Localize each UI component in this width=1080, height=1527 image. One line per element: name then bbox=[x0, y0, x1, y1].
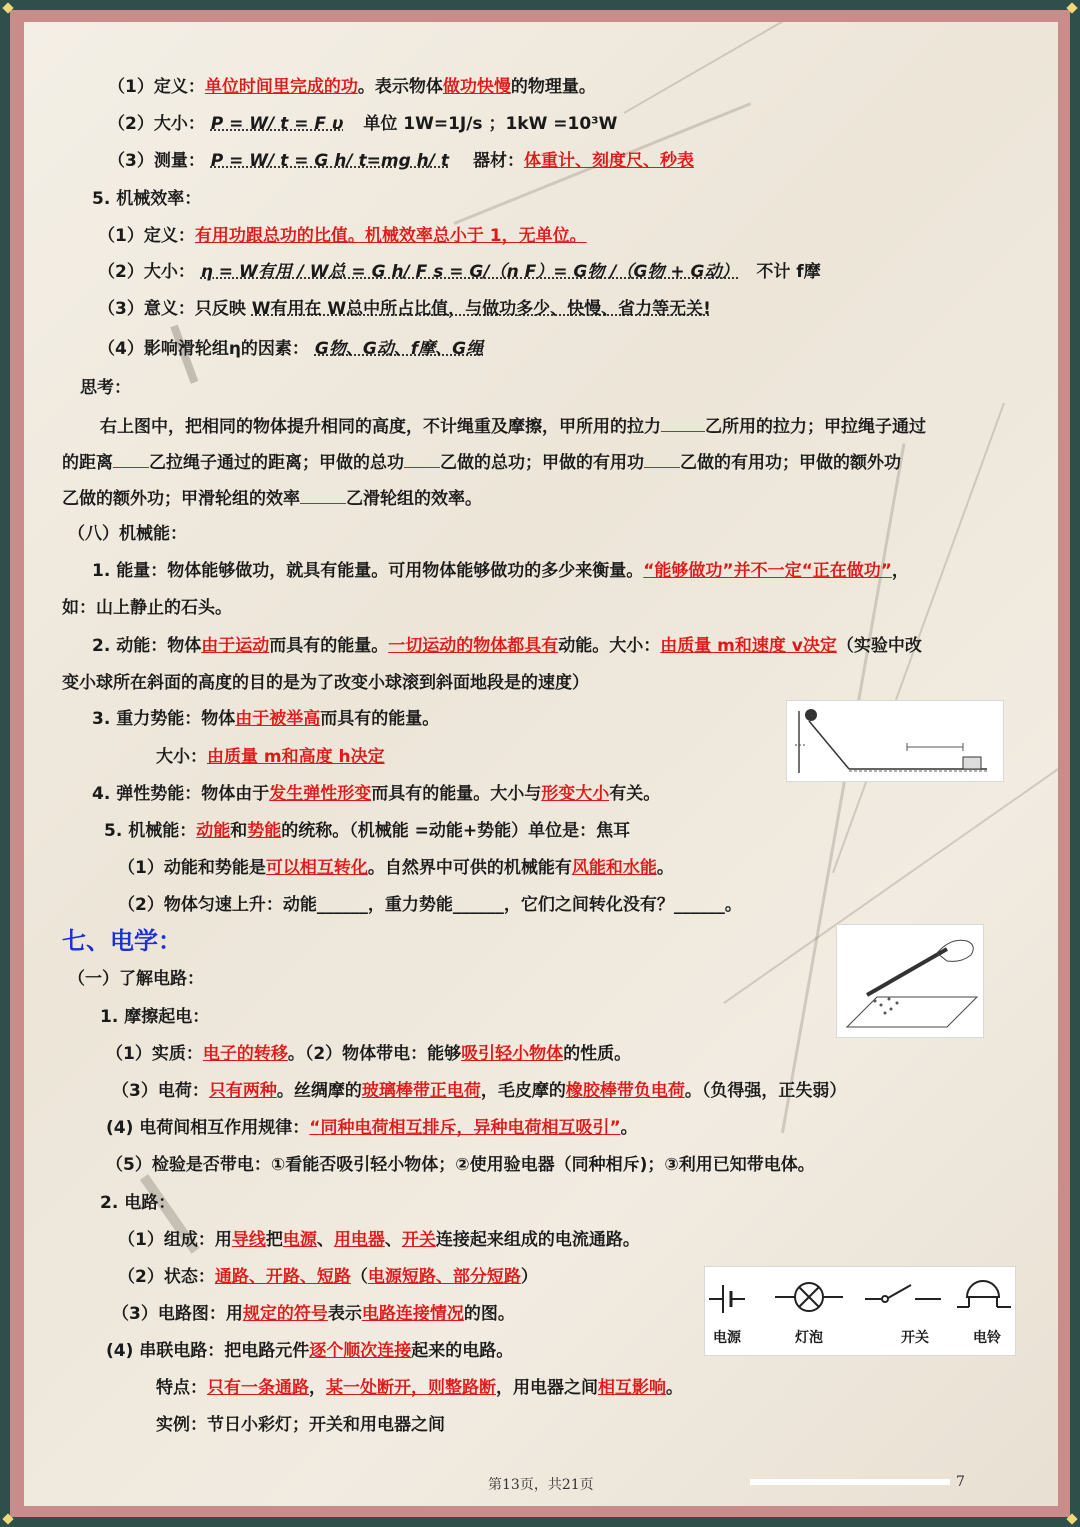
mech-title: （八）机械能： bbox=[68, 524, 187, 544]
power-definition bbox=[108, 74, 596, 100]
text: 动能。大小： bbox=[558, 636, 661, 656]
friction-figure bbox=[836, 924, 984, 1038]
mech-kinetic-note: 变小球所在斜面的高度的目的是为了改变小球滚到斜面地段是的速度） bbox=[62, 673, 589, 693]
key-term: 规定的符号 bbox=[242, 1304, 328, 1324]
text: 2. 动能：物体 bbox=[92, 636, 202, 656]
key-term: 只有一条通路 bbox=[207, 1378, 309, 1398]
text: ） bbox=[520, 1267, 538, 1287]
mech-conversion bbox=[118, 855, 674, 881]
text: （实验中改 bbox=[836, 636, 922, 656]
text: 乙所用的拉力；甲拉绳子通过 bbox=[705, 417, 926, 437]
mech-kinetic bbox=[92, 633, 922, 659]
text: 1. 能量：物体能够做功，就具有能量。可用物体能够做功的多少来衡量。 bbox=[92, 561, 644, 581]
symbol-label: 灯泡 bbox=[795, 1330, 823, 1346]
symbol-label: 开关 bbox=[901, 1330, 929, 1346]
elec-friction-title: 1. 摩擦起电： bbox=[100, 1007, 210, 1027]
power-formula bbox=[108, 111, 617, 137]
text: 。 bbox=[656, 858, 674, 878]
mech-elastic bbox=[92, 781, 660, 807]
think-paragraph bbox=[62, 485, 482, 512]
circuit-symbols-drawing bbox=[705, 1267, 1015, 1327]
key-term: 通路、开路、短路 bbox=[214, 1267, 351, 1287]
key-term: 电源 bbox=[282, 1230, 317, 1250]
elec-charges bbox=[112, 1078, 846, 1104]
text: 的图。 bbox=[463, 1304, 515, 1324]
key-term: 用电器 bbox=[333, 1230, 385, 1250]
key-term: 橡胶棒带负电荷 bbox=[565, 1081, 685, 1101]
text: 乙做的总功；甲做的有用功 bbox=[440, 453, 644, 473]
text: ， bbox=[309, 1378, 326, 1398]
text: (4) 电荷间相互作用规律： bbox=[106, 1118, 310, 1138]
symbol-label: 电源 bbox=[713, 1330, 741, 1346]
key-term: 可以相互转化 bbox=[265, 858, 368, 878]
section-heading: 七、电学： bbox=[62, 927, 182, 955]
key-term: “能够做功”并不一定“正在做功” bbox=[643, 561, 892, 581]
text: 不计 f摩 bbox=[756, 262, 821, 282]
text: 表示 bbox=[327, 1304, 362, 1324]
text: （1）定义： bbox=[108, 77, 205, 97]
text: (4) 串联电路：把电路元件 bbox=[106, 1341, 310, 1361]
text: 大小： bbox=[156, 747, 207, 767]
elec-circuit-parts bbox=[118, 1227, 640, 1253]
text: 的性质。 bbox=[563, 1044, 632, 1064]
text: 3. 重力势能：物体 bbox=[92, 709, 236, 729]
key-term: 动能 bbox=[196, 821, 231, 841]
key-term: 相互影响 bbox=[598, 1378, 666, 1398]
incline-figure bbox=[786, 700, 1004, 782]
incline-drawing bbox=[787, 701, 1003, 781]
key-term: 电源短路、部分短路 bbox=[367, 1267, 521, 1287]
key-term: 势能 bbox=[247, 821, 282, 841]
text: （3）电荷： bbox=[112, 1081, 209, 1101]
formula: P = W/ t = F υ bbox=[210, 114, 344, 134]
think-title: 思考： bbox=[80, 378, 131, 398]
text: 。表示物体 bbox=[357, 77, 443, 97]
key-term: 发生弹性形变 bbox=[269, 784, 372, 804]
text: （4）影响滑轮组η的因素： bbox=[98, 339, 309, 359]
text: （2）大小： bbox=[108, 114, 205, 134]
text: 起来的电路。 bbox=[411, 1341, 514, 1361]
formula: P = W/ t = G h/ t=mg h/ t bbox=[210, 151, 450, 171]
elec-interaction bbox=[106, 1115, 638, 1141]
key-term: 体重计、刻度尺、秒表 bbox=[523, 151, 694, 171]
text: 有关。 bbox=[609, 784, 661, 804]
key-term: 某一处断开，则整路断 bbox=[326, 1378, 496, 1398]
key-term: 由于被举高 bbox=[235, 709, 321, 729]
efficiency-title: 5. 机械效率： bbox=[92, 189, 202, 209]
text: 的统称。（机械能 =动能+势能）单位是：焦耳 bbox=[281, 821, 631, 841]
text: 和 bbox=[230, 821, 248, 841]
elec-circuit-diagram bbox=[112, 1301, 515, 1327]
elec-friction-essence bbox=[106, 1041, 631, 1067]
text: （3）测量： bbox=[108, 151, 205, 171]
text: 。自然界中可供的机械能有 bbox=[367, 858, 572, 878]
text: （ bbox=[350, 1267, 368, 1287]
answer-blank[interactable] bbox=[404, 449, 440, 468]
text: （1）定义： bbox=[98, 226, 195, 246]
text: 5. 机械能： bbox=[104, 821, 197, 841]
key-term: 电子的转移 bbox=[202, 1044, 288, 1064]
key-term: 形变大小 bbox=[541, 784, 610, 804]
think-paragraph bbox=[62, 449, 901, 476]
efficiency-factors bbox=[98, 336, 483, 362]
text: 而具有的能量。大小与 bbox=[371, 784, 542, 804]
key-term: 一切运动的物体都具有 bbox=[388, 636, 559, 656]
elec-series bbox=[106, 1338, 513, 1364]
text: 。（负得强，正失弱） bbox=[684, 1081, 847, 1101]
friction-drawing bbox=[837, 925, 983, 1037]
mech-question: （2）物体匀速上升：动能______，重力势能______，它们之间转化没有？______。 bbox=[118, 895, 742, 915]
text: 。（2）物体带电：能够 bbox=[287, 1044, 462, 1064]
think-paragraph bbox=[100, 413, 926, 440]
key-term: 由于运动 bbox=[201, 636, 270, 656]
elec-test: （5）检验是否带电：①看能否吸引轻小物体；②使用验电器（同种相斥)；③利用已知带电体。 bbox=[106, 1155, 815, 1175]
unit-text: 单位 1W=1J/s ；1kW =10³W bbox=[363, 114, 618, 134]
key-term: 单位时间里完成的功 bbox=[204, 77, 358, 97]
elec-series-feature bbox=[156, 1375, 683, 1401]
answer-blank[interactable] bbox=[113, 449, 149, 468]
answer-blank[interactable] bbox=[661, 413, 705, 432]
text: ， bbox=[891, 561, 909, 581]
text: 右上图中，把相同的物体提升相同的高度，不计绳重及摩擦，甲所用的拉力 bbox=[100, 417, 661, 437]
efficiency-meaning bbox=[98, 296, 711, 322]
circuit-symbols-figure bbox=[704, 1266, 1016, 1356]
text: 。 bbox=[620, 1118, 638, 1138]
key-term: 由质量 m和速度 v决定 bbox=[660, 636, 837, 656]
text: 的距离 bbox=[62, 453, 113, 473]
mech-total bbox=[104, 818, 630, 844]
text: 而具有的能量。 bbox=[320, 709, 440, 729]
text: 乙做的额外功；甲滑轮组的效率 bbox=[62, 489, 300, 509]
text: 特点： bbox=[156, 1378, 207, 1398]
text: 乙做的有用功；甲做的额外功 bbox=[680, 453, 901, 473]
text: （3）电路图：用 bbox=[112, 1304, 243, 1324]
ink-stroke bbox=[624, 22, 989, 114]
formula: G物、G动、f摩、G绳 bbox=[314, 339, 484, 359]
key-term: 由质量 m和高度 h决定 bbox=[207, 747, 385, 767]
text: 的物理量。 bbox=[510, 77, 596, 97]
text: 连接起来组成的电流通路。 bbox=[435, 1230, 640, 1250]
text: （1）动能和势能是 bbox=[118, 858, 266, 878]
formula: W有用在 W总中所占比值，与做功多少、快慢、省力等无关! bbox=[251, 299, 711, 319]
text: 把 bbox=[265, 1230, 283, 1250]
key-term: 只有两种 bbox=[208, 1081, 277, 1101]
power-measure bbox=[108, 148, 694, 174]
elec-sub: （一）了解电路： bbox=[68, 969, 204, 989]
text: 、 bbox=[384, 1230, 402, 1250]
answer-blank[interactable] bbox=[300, 485, 346, 504]
text: 而具有的能量。 bbox=[269, 636, 389, 656]
symbol-label: 电铃 bbox=[973, 1330, 1001, 1346]
key-term: 做功快慢 bbox=[442, 77, 511, 97]
key-term: 开关 bbox=[401, 1230, 436, 1250]
mech-gravity bbox=[92, 706, 439, 732]
mech-energy bbox=[92, 558, 909, 584]
text: 乙拉绳子通过的距离；甲做的总功 bbox=[149, 453, 404, 473]
key-term: 逐个顺次连接 bbox=[309, 1341, 412, 1361]
page-counter: 第13页，共21页 bbox=[488, 1477, 594, 1493]
mech-energy-example: 如：山上静止的石头。 bbox=[62, 598, 232, 618]
key-term: 有用功跟总功的比值。机械效率总小于 1，无单位。 bbox=[194, 226, 587, 246]
efficiency-formula bbox=[98, 259, 821, 285]
elec-series-example: 实例：节日小彩灯；开关和用电器之间 bbox=[156, 1415, 445, 1435]
text: （1）实质： bbox=[106, 1044, 203, 1064]
text: 乙滑轮组的效率。 bbox=[346, 489, 482, 509]
text: 4. 弹性势能：物体由于 bbox=[92, 784, 270, 804]
key-term: 导线 bbox=[231, 1230, 266, 1250]
page-number: 7 bbox=[956, 1474, 965, 1490]
text: （3）意义：只反映 bbox=[98, 299, 252, 319]
text: （1）组成：用 bbox=[118, 1230, 232, 1250]
text: （2）状态： bbox=[118, 1267, 215, 1287]
footer-bar bbox=[750, 1479, 950, 1485]
answer-blank[interactable] bbox=[644, 449, 680, 468]
key-term: “同种电荷相互排斥，异种电荷相互吸引” bbox=[309, 1118, 621, 1138]
text: （2）大小： bbox=[98, 262, 195, 282]
elec-circuit-title: 2. 电路： bbox=[100, 1193, 176, 1213]
elec-circuit-states bbox=[118, 1264, 538, 1290]
text: 、 bbox=[316, 1230, 334, 1250]
text: 器材： bbox=[472, 151, 524, 171]
key-term: 吸引轻小物体 bbox=[461, 1044, 564, 1064]
text: ，用电器之间 bbox=[496, 1378, 598, 1398]
text: 。 bbox=[666, 1378, 683, 1398]
formula: η = W有用 / W总 = G h/ F s = G/（n F）= G物 /（G物 + G动） bbox=[200, 262, 739, 282]
key-term: 玻璃棒带正电荷 bbox=[361, 1081, 481, 1101]
efficiency-definition bbox=[98, 223, 587, 249]
mech-gravity-size bbox=[156, 744, 385, 770]
text: ，毛皮摩的 bbox=[480, 1081, 566, 1101]
key-term: 风能和水能 bbox=[571, 858, 657, 878]
key-term: 电路连接情况 bbox=[361, 1304, 464, 1324]
text: 。丝绸摩的 bbox=[276, 1081, 362, 1101]
